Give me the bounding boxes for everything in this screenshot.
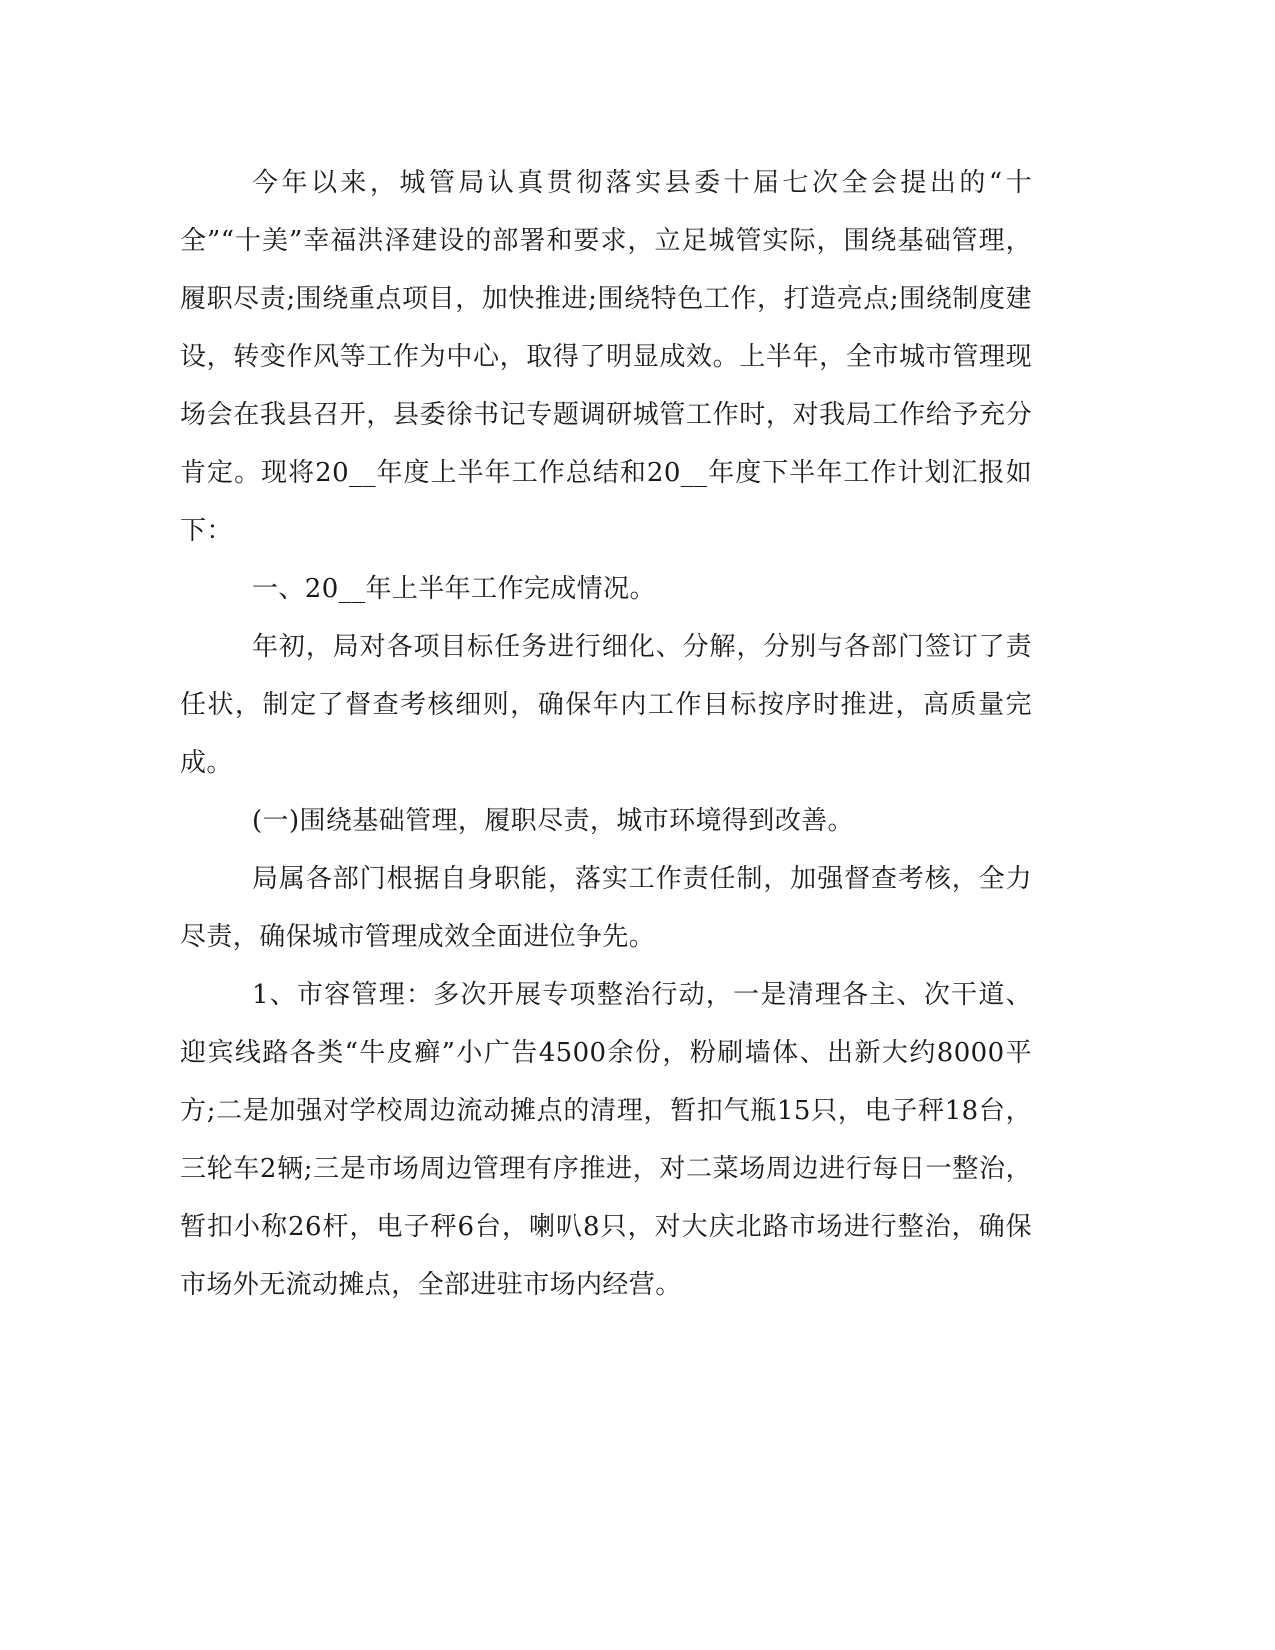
subsection-heading-1: (一)围绕基础管理，履职尽责，城市环境得到改善。 [252, 806, 854, 836]
document-page [180, 154, 1032, 1314]
paragraph-departments: 局属各部门根据自身职能，落实工作责任制，加强督查考核，全力尽责，确保城市管理成效全面进位争先。 [180, 864, 1032, 952]
section-heading-1: 一、20__年上半年工作完成情况。 [252, 574, 656, 604]
paragraph-intro: 今年以来，城管局认真贯彻落实县委十届七次全会提出的“十全”“十美”幸福洪泽建设的部署和要求，立足城管实际，围绕基础管理，履职尽责;围绕重点项目，加快推进;围绕特色工作，打造亮点;围绕制度建设，转变作风等工作为中心，取得了明显成效。上半年，全市城市管理现场会在我县召开，县委徐书记专题调研城管工作时，对我局工作给予充分肯定。现将20__年度上半年工作总结和20__年度下半年工作计划汇报如下： [180, 168, 1032, 546]
paragraph-targets: 年初，局对各项目标任务进行细化、分解，分别与各部门签订了责任状，制定了督查考核细则，确保年内工作目标按序时推进，高质量完成。 [180, 632, 1032, 778]
paragraph-city-appearance: 1、市容管理：多次开展专项整治行动，一是清理各主、次干道、迎宾线路各类“牛皮癣”小广告4500余份，粉刷墙体、出新大约8000平方;二是加强对学校周边流动摊点的清理，暂扣气瓶15只，电子秤18台，三轮车2辆;三是市场周边管理有序推进，对二菜场周边进行每日一整治，暂扣小称26杆，电子秤6台，喇叭8只，对大庆北路市场进行整治，确保市场外无流动摊点，全部进驻市场内经营。 [180, 980, 1032, 1300]
